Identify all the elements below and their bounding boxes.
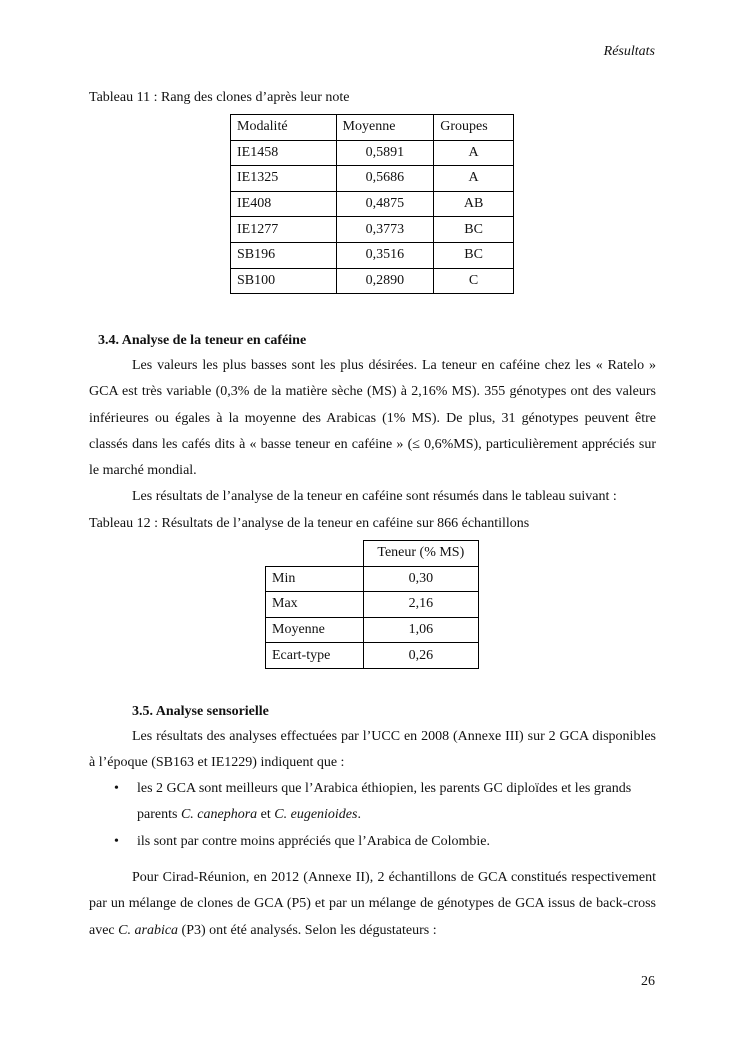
table-cell: Ecart-type — [266, 643, 364, 669]
table-cell: BC — [434, 217, 514, 243]
table-cell: 0,2890 — [336, 268, 434, 294]
table-12 — [265, 540, 479, 669]
table-cell: 0,3516 — [336, 242, 434, 268]
column-header: Moyenne — [336, 115, 434, 141]
bullet-icon: • — [114, 781, 119, 796]
page-number: 26 — [641, 974, 655, 989]
table-row — [266, 643, 479, 669]
table-cell: IE1277 — [231, 217, 337, 243]
paragraph — [89, 865, 656, 944]
table-row — [266, 617, 479, 643]
list-item — [89, 829, 656, 855]
table-cell: IE408 — [231, 191, 337, 217]
table-cell: 0,4875 — [336, 191, 434, 217]
list-item-text: . — [357, 807, 361, 823]
table-row — [231, 268, 514, 294]
column-header: Groupes — [434, 115, 514, 141]
paragraph-text: Pour Cirad-Réunion, en 2012 (Annexe II), 2 échantillons de GCA constitués respectivement par un mélange de clones de GCA (P5) et par un mélange de génotypes de GCA issus de back-cross avec — [89, 870, 656, 938]
table-11 — [230, 114, 514, 294]
paragraph: Les résultats des analyses effectuées par l’UCC en 2008 (Annexe III) sur 2 GCA disponibles à l’époque (SB163 et IE1229) indiquent que : — [89, 729, 656, 771]
running-header: Résultats — [603, 44, 655, 59]
list-item-text: et — [257, 807, 275, 823]
table-cell: IE1325 — [231, 166, 337, 192]
species-name: C. eugenioides — [274, 807, 358, 823]
table-cell: AB — [434, 191, 514, 217]
table-cell: 0,30 — [363, 566, 478, 592]
table-row — [231, 166, 514, 192]
table-row — [231, 191, 514, 217]
section-heading-3-4: 3.4. Analyse de la teneur en caféine — [98, 333, 307, 348]
table-cell: 0,5891 — [336, 140, 434, 166]
table-cell: C — [434, 268, 514, 294]
column-header: Modalité — [231, 115, 337, 141]
column-header: Teneur (% MS) — [363, 541, 478, 567]
table-cell: SB196 — [231, 242, 337, 268]
table-11-caption: Tableau 11 : Rang des clones d’après leur note — [89, 90, 350, 105]
table-row — [231, 242, 514, 268]
table-row — [231, 217, 514, 243]
table-cell: 2,16 — [363, 592, 478, 618]
table-row — [266, 566, 479, 592]
bullet-icon: • — [114, 833, 119, 849]
table-cell: 0,3773 — [336, 217, 434, 243]
table-cell: Max — [266, 592, 364, 618]
table-12-caption: Tableau 12 : Résultats de l’analyse de la teneur en caféine sur 866 échantillons — [89, 516, 530, 531]
table-cell: 0,5686 — [336, 166, 434, 192]
section-heading-3-5: 3.5. Analyse sensorielle — [132, 704, 269, 719]
list-item-text: ils sont par contre moins appréciés que l’Arabica de Colombie. — [137, 833, 491, 849]
bullet-list — [89, 776, 656, 855]
table-cell: A — [434, 140, 514, 166]
table-cell: SB100 — [231, 268, 337, 294]
paragraph-text: (P3) ont été analysés. Selon les dégustateurs : — [178, 922, 437, 938]
paragraph: Les résultats de l’analyse de la teneur en caféine sont résumés dans le tableau suivant : — [132, 489, 617, 505]
section-3-5-intro — [89, 724, 656, 777]
table-cell: BC — [434, 242, 514, 268]
table-row — [266, 592, 479, 618]
table-cell: A — [434, 166, 514, 192]
table-header-row — [231, 115, 514, 141]
table-header-row — [266, 541, 479, 567]
table-cell: Min — [266, 566, 364, 592]
species-name: C. canephora — [180, 807, 258, 823]
list-item-text: les 2 GCA sont meilleurs que l’Arabica éthiopien, les parents GC diploïdes et les grands parents — [137, 781, 632, 823]
table-cell: Moyenne — [266, 617, 364, 643]
empty-corner-cell — [266, 541, 364, 567]
table-cell: 0,26 — [363, 643, 478, 669]
table-cell: IE1458 — [231, 140, 337, 166]
section-3-4-body — [89, 353, 656, 511]
species-name: C. arabica — [118, 922, 179, 938]
table-row — [231, 140, 514, 166]
paragraph: Les valeurs les plus basses sont les plus désirées. La teneur en caféine chez les « Ratelo » GCA est très variable (0,3% de la matière sèche (MS) à 2,16% MS). 355 génotypes ont des valeurs inférieures ou égales à la moyenne des Arabicas (1% MS). De plus, 31 génotypes peuvent être classés dans les cafés dits à « basse teneur en caféine » (≤ 0,6%MS), particulièrement appréciés sur le marché mondial. — [89, 358, 656, 479]
section-3-5-body — [89, 865, 656, 944]
table-cell: 1,06 — [363, 617, 478, 643]
list-item — [89, 776, 656, 829]
